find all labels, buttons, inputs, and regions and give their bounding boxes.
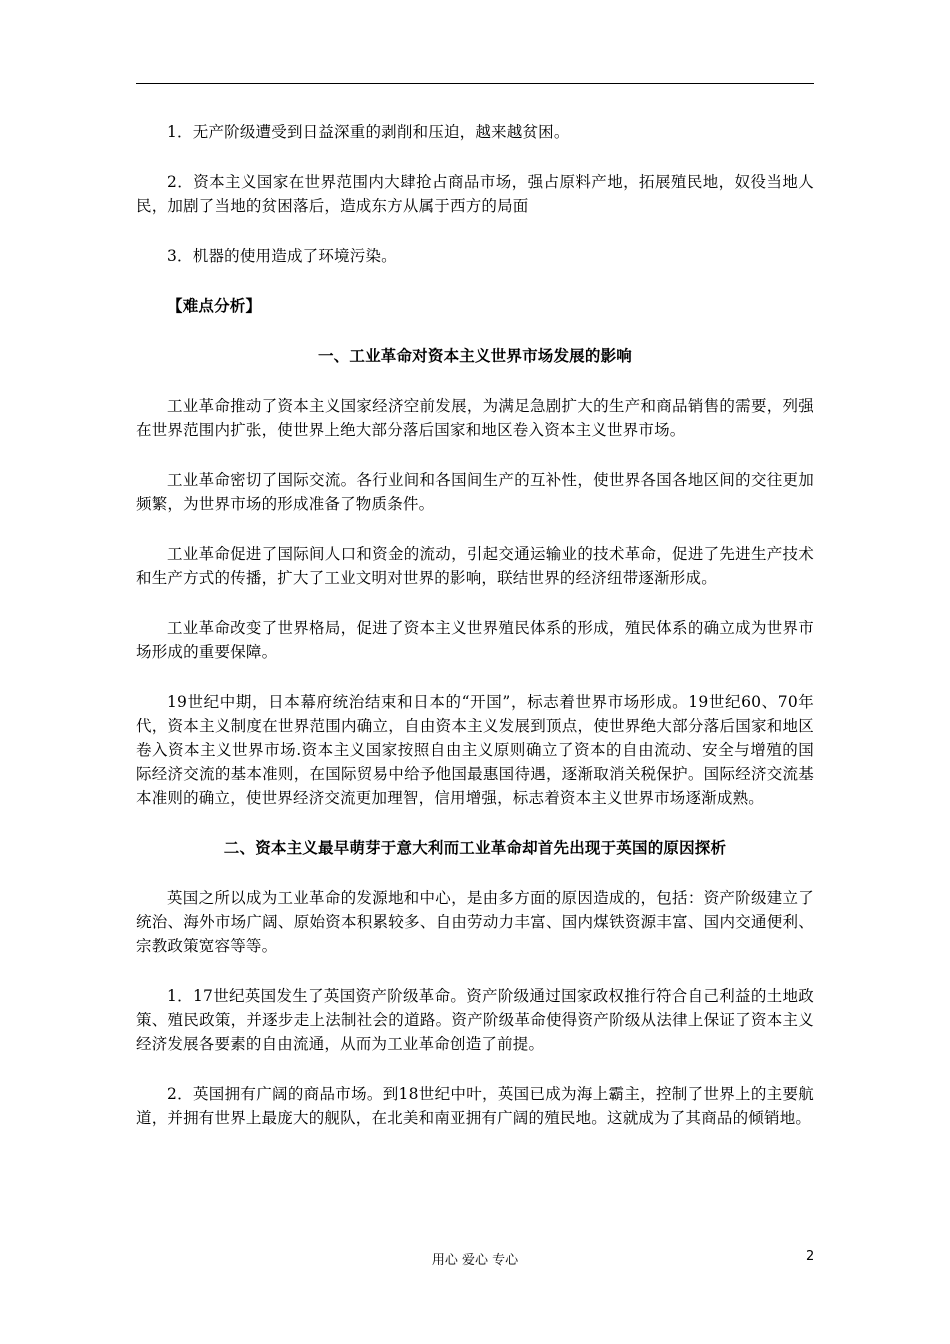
list-item: 2．英国拥有广阔的商品市场。到18世纪中叶，英国已成为海上霸主，控制了世界上的主要航道，并拥有世界上最庞大的舰队，在北美和南亚拥有广阔的殖民地。这就成为了其商品的倾销地。 <box>136 1085 814 1127</box>
list-item: 1．无产阶级遭受到日益深重的剥削和压迫，越来越贫困。 <box>167 123 570 141</box>
paragraph: 19世纪中期，日本幕府统治结束和日本的“开国”，标志着世界市场形成。19世纪60、70年代，资本主义制度在世界范围内确立，自由资本主义发展到顶点，使世界绝大部分落后国家和地区卷入资本主义世界市场.资本主义国家按照自由主义原则确立了资本的自由流动、安全与增殖的国际经济交流的基本准则，在国际贸易中给予他国最惠国待遇，逐渐取消关税保护。国际经济交流基本准则的确立，使世界经济交流更加理智，信用增强，标志着资本主义世界市场逐渐成熟。 <box>136 693 814 807</box>
section-label: 【难点分析】 <box>167 296 262 315</box>
list-item: 2．资本主义国家在世界范围内大肆抢占商品市场，强占原料产地，拓展殖民地，奴役当地人民，加剧了当地的贫困落后，造成东方从属于西方的局面 <box>136 173 814 215</box>
list-item: 1．17世纪英国发生了英国资产阶级革命。资产阶级通过国家政权推行符合自己利益的土地政策、殖民政策，并逐步走上法制社会的道路。资产阶级革命使得资产阶级从法律上保证了资本主义经济发展各要素的自由流通，从而为工业革命创造了前提。 <box>136 987 814 1053</box>
paragraph: 工业革命促进了国际间人口和资金的流动，引起交通运输业的技术革命，促进了先进生产技术和生产方式的传播，扩大了工业文明对世界的影响，联结世界的经济纽带逐渐形成。 <box>136 545 814 587</box>
paragraph: 工业革命推动了资本主义国家经济空前发展，为满足急剧扩大的生产和商品销售的需要，列强在世界范围内扩张，使世界上绝大部分落后国家和地区卷入资本主义世界市场。 <box>136 397 814 439</box>
list-item: 3．机器的使用造成了环境污染。 <box>167 247 397 265</box>
paragraph: 工业革命密切了国际交流。各行业间和各国间生产的互补性，使世界各国各地区间的交往更加频繁，为世界市场的形成准备了物质条件。 <box>136 471 814 513</box>
section-heading: 一、工业革命对资本主义世界市场发展的影响 <box>317 346 632 365</box>
paragraph: 工业革命改变了世界格局，促进了资本主义世界殖民体系的形成，殖民体系的确立成为世界市场形成的重要保障。 <box>136 619 814 661</box>
document-body <box>136 120 814 1156</box>
footer-motto: 用心 爱心 专心 <box>431 1253 519 1268</box>
section-heading: 二、资本主义最早萌芽于意大利而工业革命却首先出现于英国的原因探析 <box>223 838 727 857</box>
page-number: 2 <box>806 1249 815 1264</box>
header-rule <box>136 83 814 84</box>
paragraph: 英国之所以成为工业革命的发源地和中心，是由多方面的原因造成的，包括：资产阶级建立了统治、海外市场广阔、原始资本积累较多、自由劳动力丰富、国内煤铁资源丰富、国内交通便利、宗教政策宽容等等。 <box>136 889 814 955</box>
